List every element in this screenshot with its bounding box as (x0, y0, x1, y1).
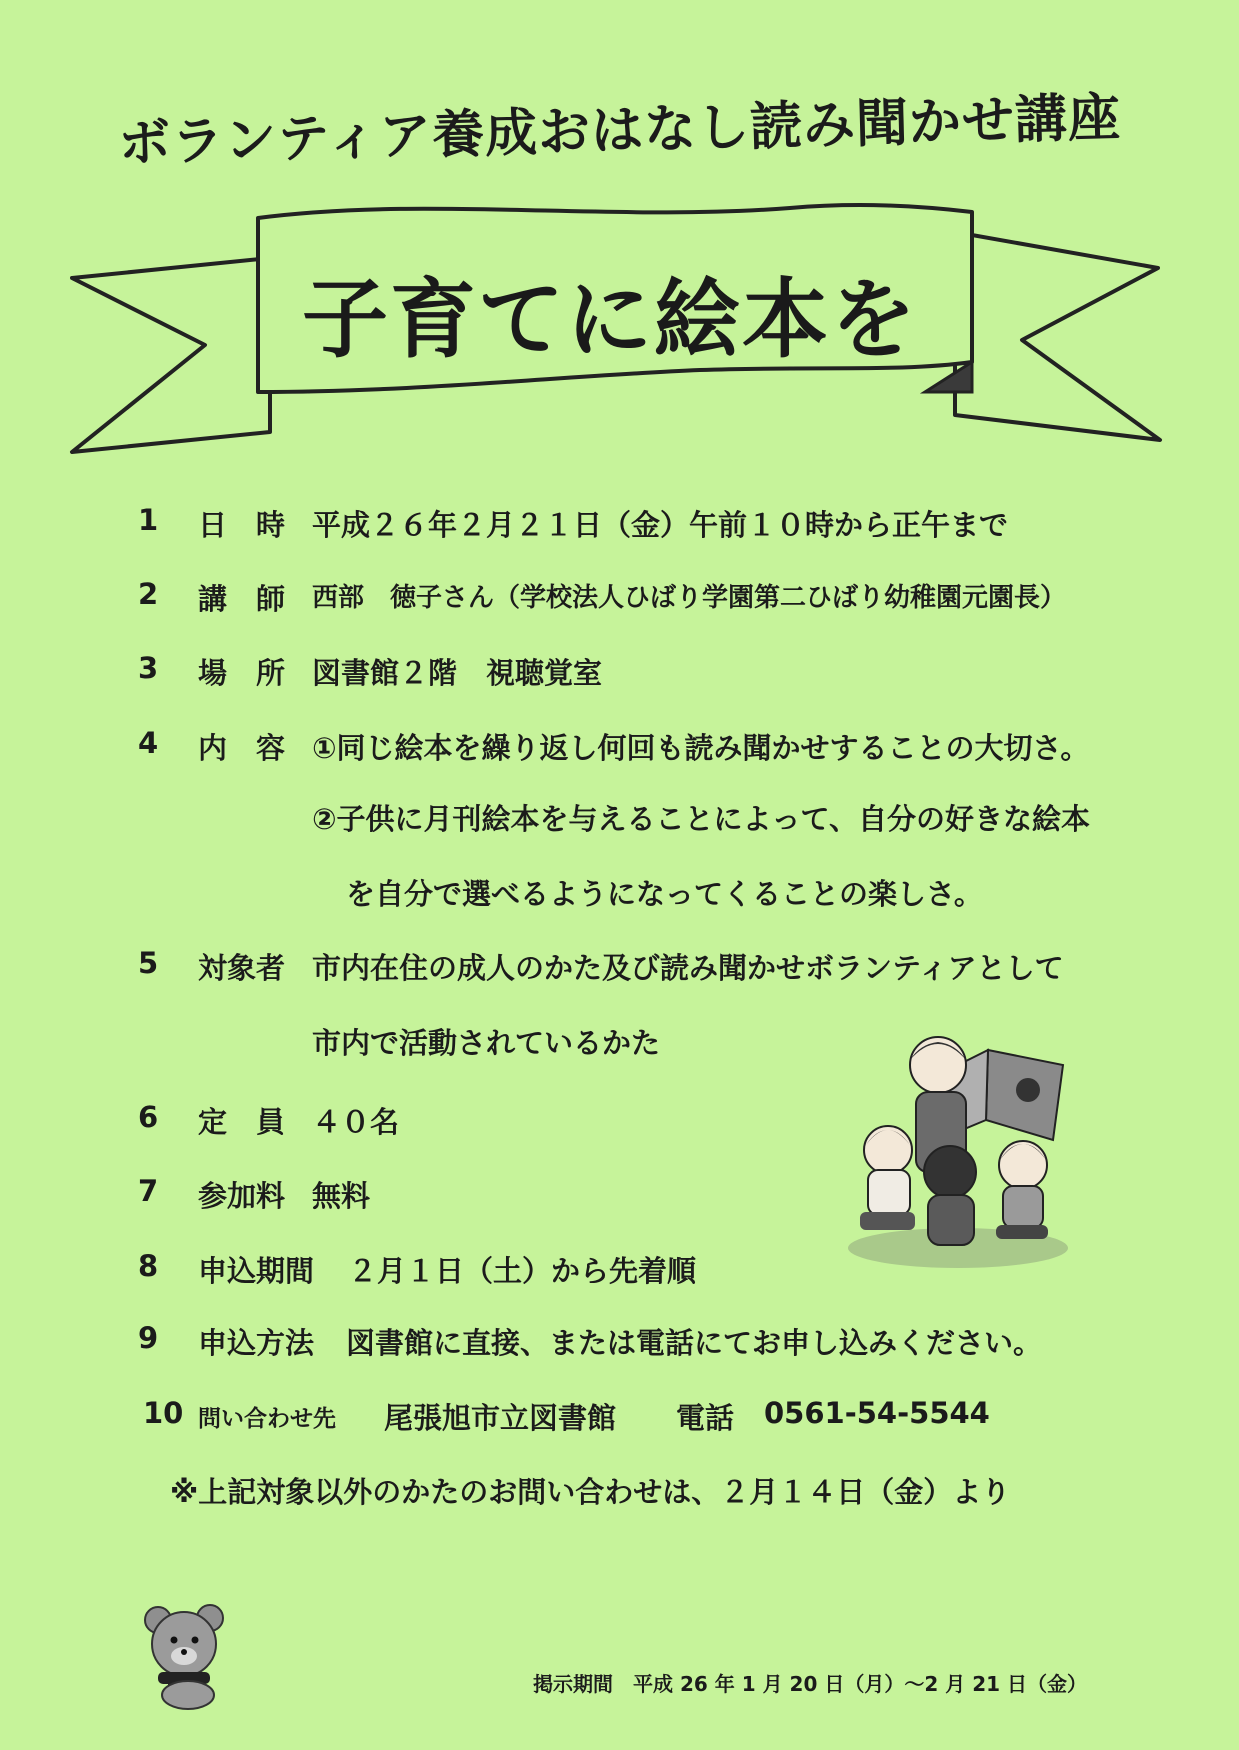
page-subtitle: ボランティア養成おはなし読み聞かせ講座 (117, 87, 1122, 175)
item-label: 対象者 (198, 951, 286, 985)
reading-to-children-illustration (838, 1020, 1073, 1270)
item-number: 3 (138, 651, 159, 685)
item-value: 無料 (312, 1179, 371, 1213)
item-label: 定 員 (198, 1105, 286, 1139)
bear-icon (138, 1600, 238, 1710)
banner-title: 子育てに絵本を (302, 270, 918, 370)
item-value: 図書館２階 視聴覚室 (312, 656, 603, 690)
ribbon-banner (0, 0, 1239, 480)
item-label: 参加料 (198, 1179, 286, 1213)
phone-number: 0561-54-5544 (764, 1396, 990, 1430)
item-number: 10 (143, 1396, 184, 1430)
item-label: 場 所 (198, 656, 286, 690)
item-number: 7 (138, 1174, 159, 1208)
item-value: 尾張旭市立図書館 (384, 1401, 617, 1435)
item-value: 図書館に直接、または電話にてお申し込みください。 (346, 1326, 1043, 1360)
item-number: 4 (138, 726, 159, 760)
item-value: ４０名 (312, 1105, 400, 1139)
item-value: 市内で活動されているかた (312, 1026, 661, 1060)
inquiry-note: ※上記対象以外のかたのお問い合わせは、２月１４日（金）より (170, 1475, 1011, 1509)
item-label: 問い合わせ先 (198, 1406, 336, 1432)
posting-period: 掲示期間 平成 26 年 1 月 20 日（月）～2 月 21 日（金） (533, 1672, 1087, 1696)
item-number: 1 (138, 503, 159, 537)
item-label: 日 時 (198, 508, 286, 542)
item-value: ２月１日（土）から先着順 (348, 1254, 697, 1288)
item-label: 講 師 (198, 582, 286, 616)
item-label: 申込期間 (198, 1254, 315, 1288)
item-number: 6 (138, 1100, 159, 1134)
item-value: 市内在住の成人のかた及び読み聞かせボランティアとして (312, 951, 1064, 985)
item-number: 9 (138, 1321, 159, 1355)
item-label: 申込方法 (198, 1326, 315, 1360)
item-value: 平成２６年２月２１日（金）午前１０時から正午まで (312, 508, 1009, 542)
item-value: ①同じ絵本を繰り返し何回も読み聞かせすることの大切さ。 (312, 731, 1090, 765)
phone-label: 電話 (676, 1401, 735, 1435)
item-number: 2 (138, 577, 159, 611)
item-number: 5 (138, 946, 159, 980)
item-value: を自分で選べるようになってくることの楽しさ。 (346, 877, 983, 911)
item-number: 8 (138, 1249, 159, 1283)
item-label: 内 容 (198, 731, 286, 765)
item-value: ②子供に月刊絵本を与えることによって、自分の好きな絵本 (312, 802, 1090, 836)
item-value: 西部 徳子さん（学校法人ひばり学園第二ひばり幼稚園元園長） (312, 583, 1067, 613)
